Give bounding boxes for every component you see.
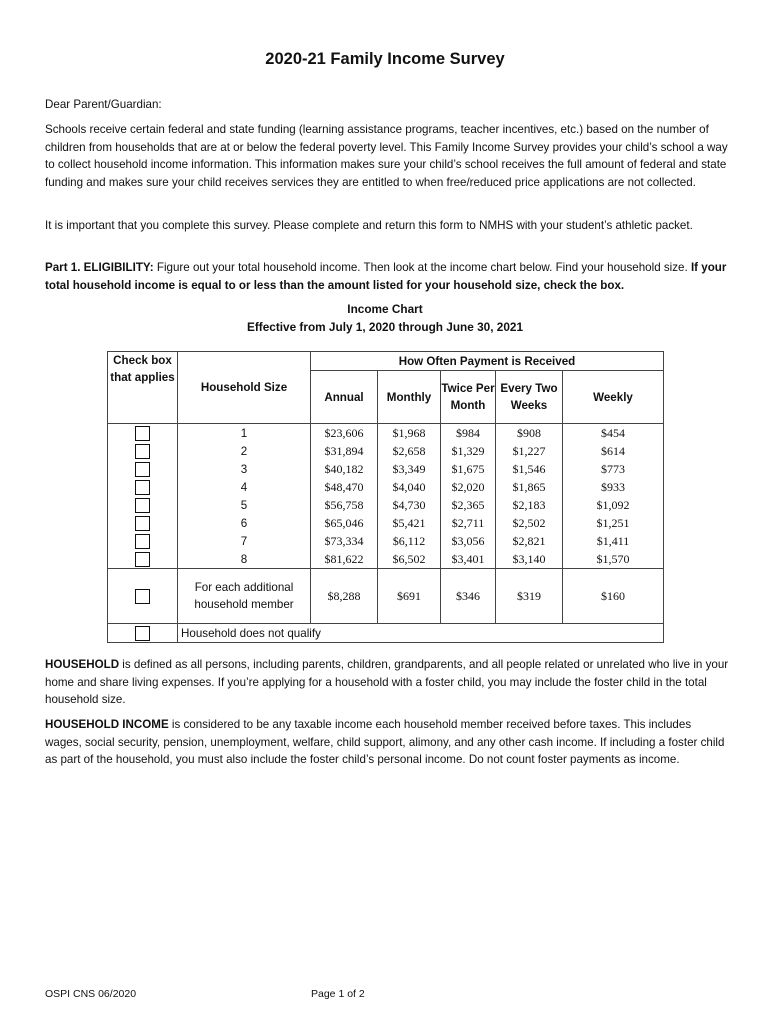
monthly-header: Monthly [378, 371, 441, 424]
monthly-cell: $4,730 [378, 496, 441, 514]
table-row [108, 514, 664, 532]
every-two-weeks-cell: $1,865 [496, 478, 563, 496]
monthly-cell: $4,040 [378, 478, 441, 496]
table-row [108, 460, 664, 478]
every-two-weeks-cell: $2,502 [496, 514, 563, 532]
twice-per-month-cell: $346 [441, 569, 496, 624]
payment-frequency-header: How Often Payment is Received [311, 352, 664, 371]
weekly-header: Weekly [563, 371, 664, 424]
weekly-cell: $1,411 [563, 532, 664, 550]
weekly-cell: $1,092 [563, 496, 664, 514]
twice-per-month-cell: $1,329 [441, 442, 496, 460]
weekly-cell: $933 [563, 478, 664, 496]
monthly-cell: $6,112 [378, 532, 441, 550]
annual-cell: $56,758 [311, 496, 378, 514]
monthly-cell: $691 [378, 569, 441, 624]
annual-cell: $65,046 [311, 514, 378, 532]
household-income-term: HOUSEHOLD INCOME [45, 718, 169, 731]
every-two-weeks-cell: $319 [496, 569, 563, 624]
household-definition-text: is defined as all persons, including parents, children, grandparents, and all people related or unrelated who live in your home and share living expenses. If you’re applying for a household with a foster child, you may include the foster child in the total household size. [45, 658, 729, 707]
household-size-cell: 5 [178, 496, 311, 514]
every-two-weeks-header: Every Two Weeks [496, 371, 563, 424]
intro-paragraph: Schools receive certain federal and state funding (learning assistance programs, teacher incentives, etc.) based on the number of children from households that are at or below the federal poverty level. This Family Income Survey provides your child’s school a way to collect household income information. This information makes sure your child’s school receives the full amount of federal and state funding and makes sure your child receives services they are entitled to when free/reduced price applications are not collected. [45, 123, 728, 189]
household-size-3-checkbox[interactable] [135, 462, 150, 477]
annual-cell: $40,182 [311, 460, 378, 478]
table-row [108, 496, 664, 514]
table-row [108, 569, 664, 624]
part1-label: Part 1. ELIGIBILITY: [45, 261, 154, 274]
twice-per-month-cell: $2,711 [441, 514, 496, 532]
twice-per-month-cell: $3,401 [441, 550, 496, 569]
twice-per-month-cell: $2,020 [441, 478, 496, 496]
annual-header: Annual [311, 371, 378, 424]
does-not-qualify-label: Household does not qualify [178, 624, 664, 643]
household-size-2-checkbox[interactable] [135, 444, 150, 459]
monthly-cell: $2,658 [378, 442, 441, 460]
monthly-cell: $6,502 [378, 550, 441, 569]
monthly-cell: $5,421 [378, 514, 441, 532]
household-size-cell: 4 [178, 478, 311, 496]
household-size-header: Household Size [178, 352, 311, 424]
greeting: Dear Parent/Guardian: [45, 98, 162, 111]
annual-cell: $73,334 [311, 532, 378, 550]
twice-per-month-cell: $1,675 [441, 460, 496, 478]
every-two-weeks-cell: $2,183 [496, 496, 563, 514]
annual-cell: $8,288 [311, 569, 378, 624]
check-header: Check box that applies [108, 352, 178, 424]
page-title: 2020-21 Family Income Survey [265, 50, 505, 68]
every-two-weeks-cell: $3,140 [496, 550, 563, 569]
important-paragraph: It is important that you complete this survey. Please complete and return this form to NMHS with your student’s athletic packet. [45, 219, 693, 232]
table-row [108, 532, 664, 550]
weekly-cell: $1,251 [563, 514, 664, 532]
twice-per-month-header: Twice Per Month [441, 371, 496, 424]
weekly-cell: $160 [563, 569, 664, 624]
twice-per-month-cell: $2,365 [441, 496, 496, 514]
part1-instruction: If your total household income is equal to or less than the amount listed for your household size, check the box. [45, 261, 727, 292]
income-chart-table [107, 351, 664, 643]
weekly-cell: $454 [563, 424, 664, 443]
every-two-weeks-cell: $1,546 [496, 460, 563, 478]
table-row [108, 478, 664, 496]
page-number: Page 1 of 2 [311, 988, 365, 1000]
household-size-8-checkbox[interactable] [135, 552, 150, 567]
twice-per-month-cell: $984 [441, 424, 496, 443]
every-two-weeks-cell: $1,227 [496, 442, 563, 460]
monthly-cell: $3,349 [378, 460, 441, 478]
household-size-cell: 3 [178, 460, 311, 478]
twice-per-month-cell: $3,056 [441, 532, 496, 550]
additional-member-label: For each additional household member [178, 569, 311, 624]
part1-text: Figure out your total household income. Then look at the income chart below. Find your household size. [153, 261, 691, 274]
monthly-cell: $1,968 [378, 424, 441, 443]
annual-cell: $23,606 [311, 424, 378, 443]
household-size-1-checkbox[interactable] [135, 426, 150, 441]
table-row [108, 442, 664, 460]
income-chart-subtitle: Effective from July 1, 2020 through June 30, 2021 [246, 320, 524, 334]
household-definition [45, 656, 730, 709]
weekly-cell: $614 [563, 442, 664, 460]
household-size-7-checkbox[interactable] [135, 534, 150, 549]
part1-paragraph [45, 259, 730, 294]
household-size-cell: 6 [178, 514, 311, 532]
household-size-5-checkbox[interactable] [135, 498, 150, 513]
weekly-cell: $1,570 [563, 550, 664, 569]
income-chart-title: Income Chart [347, 302, 423, 316]
table-row [108, 424, 664, 443]
annual-cell: $48,470 [311, 478, 378, 496]
household-term: HOUSEHOLD [45, 658, 120, 671]
household-size-cell: 2 [178, 442, 311, 460]
household-size-cell: 1 [178, 424, 311, 443]
household-size-cell: 7 [178, 532, 311, 550]
household-income-definition-text: is considered to be any taxable income each household member received before taxes. This includes wages, social security, pension, unemployment, welfare, child support, alimony, and any other cash income. If including a foster child as part of the household, you must also include the foster child’s personal income. Do not count foster payments as income. [45, 718, 725, 767]
annual-cell: $31,894 [311, 442, 378, 460]
household-size-cell: 8 [178, 550, 311, 569]
weekly-cell: $773 [563, 460, 664, 478]
every-two-weeks-cell: $908 [496, 424, 563, 443]
household-income-definition [45, 716, 730, 769]
table-row [108, 550, 664, 569]
household-size-4-checkbox[interactable] [135, 480, 150, 495]
table-row [108, 624, 664, 643]
additional-member-checkbox[interactable] [135, 589, 150, 604]
form-code: OSPI CNS 06/2020 [45, 988, 137, 1000]
annual-cell: $81,622 [311, 550, 378, 569]
household-size-6-checkbox[interactable] [135, 516, 150, 531]
does-not-qualify-checkbox[interactable] [135, 626, 150, 641]
every-two-weeks-cell: $2,821 [496, 532, 563, 550]
